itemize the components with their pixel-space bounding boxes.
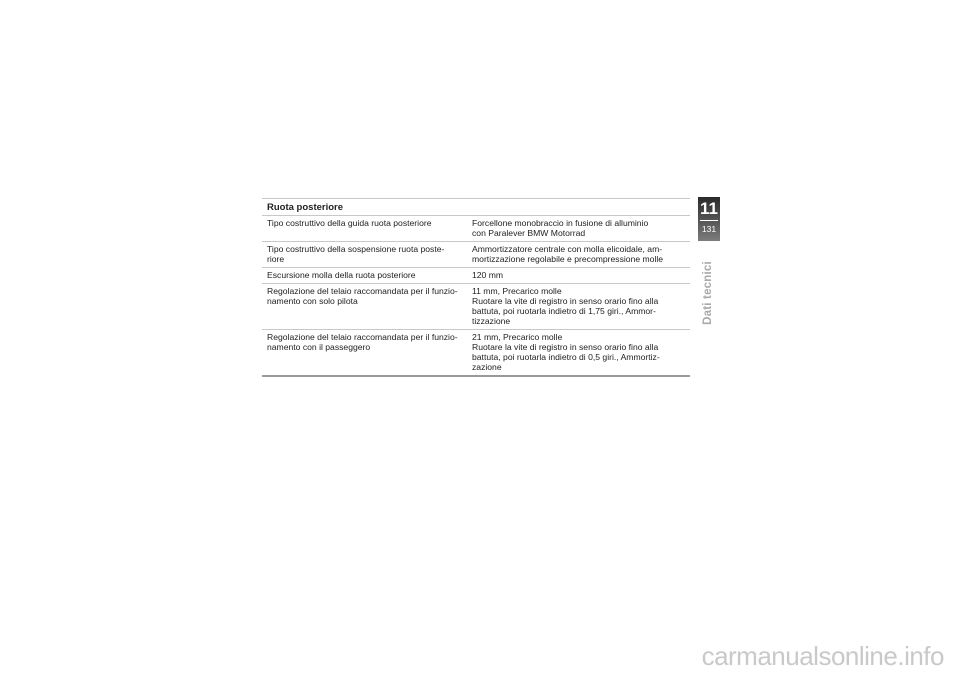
- row-label: [262, 242, 467, 267]
- table-row: [262, 330, 690, 375]
- row-value: [467, 242, 690, 267]
- value-line: 120 mm: [472, 270, 504, 280]
- value-line: zazione: [472, 362, 502, 372]
- value-line: Forcellone monobraccio in fusione di alluminio: [472, 218, 649, 228]
- table-row: [262, 284, 690, 330]
- value-line: Ammortizzatore centrale con molla elicoidale, am-: [472, 244, 663, 254]
- table-row: [262, 242, 690, 268]
- row-value: [467, 216, 690, 241]
- spec-table: [262, 198, 690, 377]
- section-title: Ruota posteriore: [262, 199, 690, 216]
- row-label: [262, 216, 467, 241]
- value-line: mortizzazione regolabile e precompressione molle: [472, 254, 664, 264]
- table-row: [262, 216, 690, 242]
- value-line: battuta, poi ruotarla indietro di 1,75 giri., Ammor-: [472, 306, 656, 316]
- label-line: Escursione molla della ruota posteriore: [267, 270, 416, 280]
- label-line: namento con solo pilota: [267, 296, 358, 306]
- value-line: Ruotare la vite di registro in senso orario fino alla: [472, 296, 659, 306]
- value-line: 11 mm, Precarico molle: [472, 286, 562, 296]
- chapter-title-vertical: [701, 247, 715, 339]
- chapter-title: Dati tecnici: [702, 261, 714, 325]
- row-value: [467, 330, 690, 375]
- row-label: [262, 268, 467, 283]
- label-line: Tipo costruttivo della guida ruota posteriore: [267, 218, 432, 228]
- label-line: namento con il passeggero: [267, 342, 371, 352]
- value-line: tizzazione: [472, 316, 511, 326]
- row-value: [467, 284, 690, 329]
- page-number: 131: [701, 224, 717, 234]
- label-line: riore: [267, 254, 285, 264]
- watermark: carmanualsonline.info: [701, 641, 944, 671]
- value-line: con Paralever BMW Motorrad: [472, 228, 586, 238]
- chapter-tab: [698, 197, 720, 241]
- table-row: [262, 268, 690, 284]
- row-label: [262, 330, 467, 375]
- chapter-divider: [700, 220, 718, 221]
- chapter-number: 11: [700, 199, 718, 218]
- label-line: Regolazione del telaio raccomandata per il funzio-: [267, 286, 458, 296]
- row-value: [467, 268, 690, 283]
- value-line: Ruotare la vite di registro in senso orario fino alla: [472, 342, 659, 352]
- label-line: Regolazione del telaio raccomandata per il funzio-: [267, 332, 458, 342]
- value-line: battuta, poi ruotarla indietro di 0,5 giri., Ammortiz-: [472, 352, 660, 362]
- label-line: Tipo costruttivo della sospensione ruota poste-: [267, 244, 445, 254]
- value-line: 21 mm, Precarico molle: [472, 332, 563, 342]
- row-label: [262, 284, 467, 329]
